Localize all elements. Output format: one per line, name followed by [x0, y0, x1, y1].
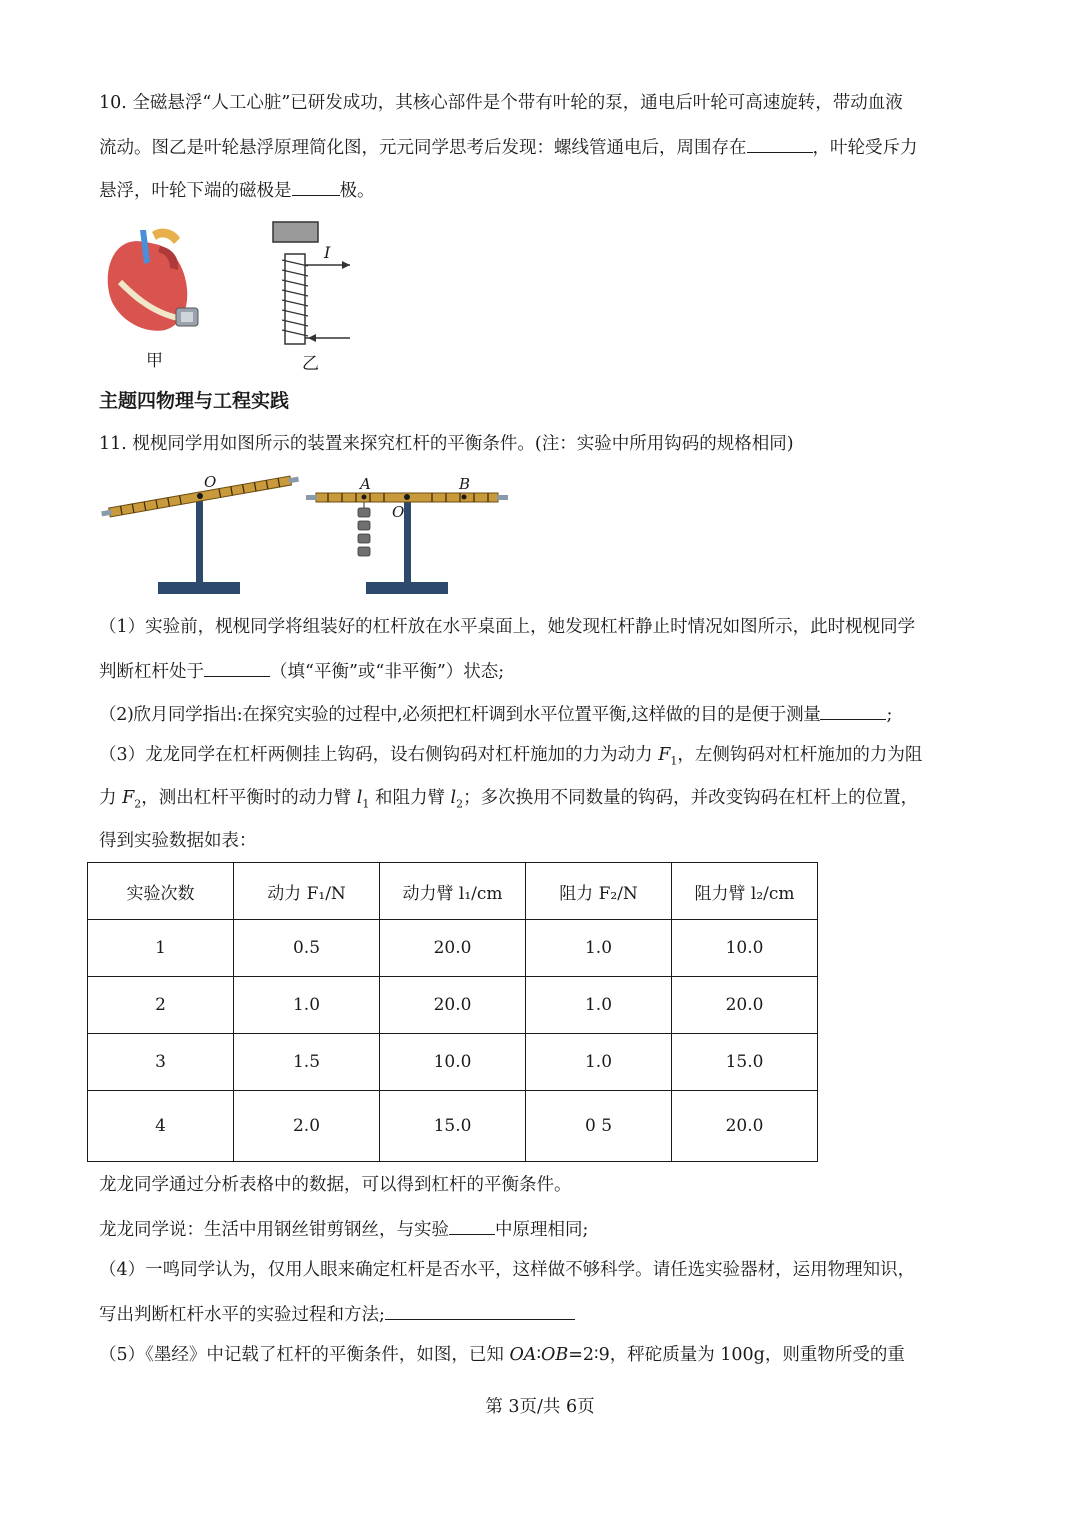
q11-part3-line3: 得到实验数据如表：	[99, 831, 257, 851]
answer-blank-5[interactable]	[449, 1216, 495, 1235]
q11-part2-tail: ;	[886, 705, 893, 725]
q11-part3-text-2: ，左侧钩码对杠杆施加的力为阻	[677, 745, 923, 765]
table-cell: 1.0	[526, 920, 672, 977]
q11-part3-line1	[99, 743, 922, 774]
table-cell: 10.0	[380, 1034, 526, 1091]
q10-line-3	[99, 177, 375, 203]
q11-part4-text: 写出判断杠杆水平的实验过程和方法;	[99, 1305, 385, 1325]
q11-conclusion: 龙龙同学通过分析表格中的数据，可以得到杠杆的平衡条件。	[99, 1175, 572, 1195]
symbol-f: F	[122, 788, 135, 808]
symbol-oa: OA	[509, 1345, 537, 1365]
table-cell: 1.0	[234, 977, 380, 1034]
q11-part3-text-6: ；多次换用不同数量的钩码，并改变钩码在杠杆上的位置，	[463, 788, 919, 808]
q11-part3-text-4: ，测出杠杆平衡时的动力臂	[141, 788, 357, 808]
table-cell: 2.0	[234, 1091, 380, 1162]
q11-pliers-line	[99, 1216, 588, 1242]
symbol-f: F	[658, 745, 671, 765]
figure-label-jia: 甲	[146, 351, 163, 371]
section-title: 主题四物理与工程实践	[99, 390, 290, 412]
table-cell: 1.0	[526, 1034, 672, 1091]
table-header-cell: 动力 F₁/N	[234, 863, 380, 920]
q11-part5-text: （5）《墨经》中记载了杠杆的平衡条件，如图，已知	[99, 1345, 510, 1365]
table-header-row	[88, 863, 818, 920]
table-header-cell: 阻力 F₂/N	[526, 863, 672, 920]
q11-part4-line1: （4）一鸣同学认为，仅用人眼来确定杠杆是否水平，这样做不够科学。请任选实验器材，运用物理知识，	[99, 1260, 916, 1280]
table-header-cell: 阻力臂 l₂/cm	[672, 863, 818, 920]
table-cell: 3	[88, 1034, 234, 1091]
q10-line-3-tail: 极。	[339, 181, 375, 201]
q11-part5-line1	[99, 1343, 905, 1367]
q10-line-1: 10. 全磁悬浮“人工心脏”已研发成功，其核心部件是个带有叶轮的泵，通电后叶轮可高速旋转，带动血液	[99, 93, 903, 113]
table-cell: 0 5	[526, 1091, 672, 1162]
table-cell: 0.5	[234, 920, 380, 977]
answer-blank-6[interactable]	[385, 1301, 575, 1320]
table-cell: 1.5	[234, 1034, 380, 1091]
q11-part3-text-1: （3）龙龙同学在杠杆两侧挂上钩码，设右侧钩码对杠杆施加的力为动力	[99, 745, 659, 765]
solenoid-diagram	[268, 218, 358, 348]
table-row	[88, 1034, 818, 1091]
subscript-1: 1	[362, 797, 370, 811]
lever-balanced-figure	[304, 474, 512, 596]
table-row	[88, 977, 818, 1034]
subscript-2: 2	[134, 797, 142, 811]
q11-part3-line2	[99, 786, 918, 817]
table-header-cell: 实验次数	[88, 863, 234, 920]
experiment-data-table	[87, 862, 818, 1162]
q11-part1-text: 判断杠杆处于	[99, 662, 204, 682]
q11-part5-tail: =2∶9，秤砣质量为 100g，则重物所受的重	[568, 1345, 905, 1365]
table-cell: 4	[88, 1091, 234, 1162]
table-cell: 20.0	[672, 977, 818, 1034]
q11-part3-text-5: 和阻力臂	[369, 788, 451, 808]
q11-part2	[99, 701, 892, 727]
table-row	[88, 920, 818, 977]
q11-part3-text-3: 力	[99, 788, 123, 808]
q11-pliers-tail: 中原理相同;	[495, 1220, 589, 1240]
symbol-ob: OB	[541, 1345, 569, 1365]
point-label-b: B	[459, 475, 471, 493]
symbol-l: l	[450, 788, 457, 808]
q11-part2-text: （2)欣月同学指出:在探究实验的过程中,必须把杠杆调到水平位置平衡,这样做的目的是便于测量	[99, 705, 821, 725]
page-number: 第 3页/共 6页	[485, 1397, 595, 1417]
answer-blank-4[interactable]	[820, 701, 886, 720]
lever-tilted-figure	[100, 470, 300, 596]
current-label: I	[324, 243, 331, 262]
q11-part4-line2	[99, 1301, 575, 1327]
table-cell: 2	[88, 977, 234, 1034]
subscript-2: 2	[456, 797, 464, 811]
table-cell: 20.0	[380, 977, 526, 1034]
table-cell: 1	[88, 920, 234, 977]
artificial-heart-image	[100, 222, 212, 342]
ratio-colon: ∶	[536, 1345, 542, 1365]
q11-pliers-text: 龙龙同学说：生活中用钢丝钳剪钢丝，与实验	[99, 1220, 449, 1240]
subscript-1: 1	[670, 754, 678, 768]
q10-line-2-tail: ，叶轮受斥力	[812, 138, 918, 158]
q11-part1-line1: （1）实验前，枧枧同学将组装好的杠杆放在水平桌面上，她发现杠杆静止时情况如图所示，此时枧枧同学	[99, 617, 916, 637]
table-cell: 15.0	[672, 1034, 818, 1091]
answer-blank-2[interactable]	[292, 177, 340, 196]
pivot-label-o: O	[204, 473, 217, 491]
q10-line-2-text: 流动。图乙是叶轮悬浮原理简化图，元元同学思考后发现：螺线管通电后，周围存在	[99, 138, 747, 158]
pivot-label-o-right: O	[392, 503, 405, 521]
point-label-a: A	[360, 475, 371, 493]
symbol-l: l	[356, 788, 363, 808]
q11-intro: 11. 枧枧同学用如图所示的装置来探究杠杆的平衡条件。(注：实验中所用钩码的规格相同)	[99, 434, 794, 454]
q10-line-3-text: 悬浮，叶轮下端的磁极是	[99, 181, 292, 201]
table-header-cell: 动力臂 l₁/cm	[380, 863, 526, 920]
q11-part1-line2	[99, 658, 504, 684]
answer-blank-3[interactable]	[204, 658, 270, 677]
figure-label-yi: 乙	[302, 354, 319, 374]
answer-blank-1[interactable]	[747, 134, 813, 153]
q10-line-2	[99, 134, 918, 160]
table-cell: 15.0	[380, 1091, 526, 1162]
table-cell: 10.0	[672, 920, 818, 977]
table-cell: 1.0	[526, 977, 672, 1034]
q11-part1-tail: （填“平衡”或“非平衡”）状态;	[270, 662, 505, 682]
table-row	[88, 1091, 818, 1162]
table-cell: 20.0	[380, 920, 526, 977]
table-cell: 20.0	[672, 1091, 818, 1162]
